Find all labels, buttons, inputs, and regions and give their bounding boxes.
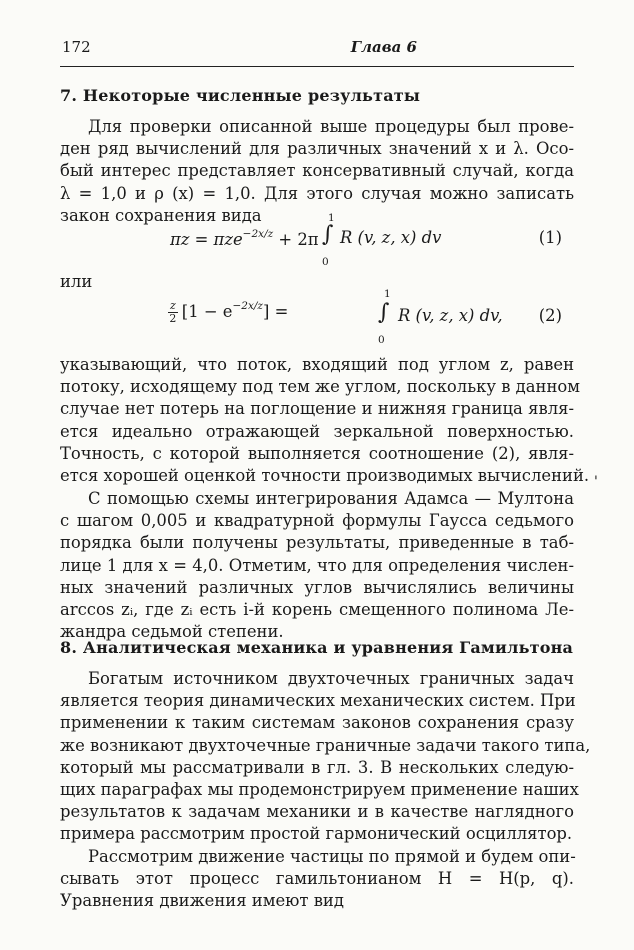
text-line: порядка были получены результаты, приведенные в таб- [60, 533, 574, 553]
text-line: применении к таким системам законов сохранения сразу [60, 713, 574, 733]
text-line: arccos zᵢ, где zᵢ есть i-й корень смещенного полинома Ле- [60, 599, 574, 619]
text-line: с шагом 0,005 и квадратурной формулы Гаусса седьмого [60, 511, 574, 531]
text-line: который мы рассматривали в гл. 3. В нескольких следую- [60, 757, 574, 777]
eq1-number: (1) [538, 228, 562, 247]
text-line: щих параграфах мы продемонстрируем применение наших [60, 779, 579, 799]
eq2-number: (2) [538, 306, 562, 325]
text-line: ных значений различных углов вычислялись величины [60, 577, 574, 597]
margin-mark: ' [594, 474, 598, 490]
eq1-rest: + 2π [278, 230, 319, 249]
text-line: Точность, с которой выполняется соотношение (2), явля- [60, 443, 574, 463]
text-line: случае нет потерь на поглощение и нижняя граница явля- [60, 399, 574, 419]
text-line: потоку, исходящему под тем же углом, поскольку в данном [60, 377, 581, 397]
eq2-integrand: R (v, z, x) dv, [398, 306, 503, 325]
text-line: Для проверки описанной выше процедуры был прове- [88, 117, 574, 136]
equation-2 [60, 288, 574, 346]
section-7-title: 7. Некоторые численные результаты [60, 86, 421, 105]
text-line: С помощью схемы интегрирования Адамса — Мултона [88, 489, 574, 508]
text-line: сывать этот процесс гамильтонианом H = H(p, q). [60, 869, 574, 889]
section-8-paragraph-2 [60, 846, 574, 913]
or-word: или [60, 272, 93, 291]
section-7-adams-paragraph [60, 488, 574, 643]
text-line: является теория динамических механических систем. При [60, 691, 576, 711]
text-line: указывающий, что поток, входящий под углом z, равен [60, 355, 574, 374]
text-line: лице 1 для x = 4,0. Отметим, что для определения числен- [60, 555, 574, 575]
eq2-lower-limit: 0 [378, 334, 385, 346]
integral-sign: ∫ [378, 300, 390, 325]
text-line: ется идеально отражающей зеркальной поверхностью. [60, 421, 574, 441]
eq2-upper-limit: 1 [384, 288, 391, 300]
header-rule [60, 66, 574, 67]
eq2-bracket: [1 − e [181, 302, 233, 321]
text-line: ден ряд вычислений для различных значений x и λ. Осо- [60, 139, 574, 159]
eq1-upper-limit: 1 [328, 212, 335, 224]
text-line: ется хорошей оценкой точности производимых вычислений. [60, 465, 590, 485]
text-line: примера рассмотрим простой гармонический осциллятор. [60, 824, 573, 844]
text-line: закон сохранения вида [60, 205, 262, 225]
eq1-lhs: πz = πze [170, 230, 243, 249]
eq2-exponent: −2x/z [232, 300, 263, 312]
text-line: бый интерес представляет консервативный случай, когда [60, 161, 574, 181]
page-header [62, 38, 572, 62]
text-line: Уравнения движения имеют вид [60, 891, 344, 911]
text-line: Рассмотрим движение частицы по прямой и будем опи- [88, 847, 576, 866]
text-line: жандра седьмой степени. [60, 622, 284, 642]
section-7-after-equations [60, 354, 590, 487]
section-7-intro [60, 116, 574, 227]
page-number: 172 [62, 38, 91, 56]
chapter-label: Глава 6 [350, 38, 417, 56]
eq2-close: ] = [262, 302, 289, 321]
text-line: Богатым источником двухточечных граничных задач [88, 669, 574, 688]
section-8-title: 8. Аналитическая механика и уравнения Гамильтона [60, 638, 574, 657]
section-8-paragraph-1 [60, 668, 591, 846]
text-line: λ = 1,0 и ρ (x) = 1,0. Для этого случая можно записать [60, 183, 574, 203]
eq1-lower-limit: 0 [322, 256, 329, 268]
text-line: же возникают двухточечные граничные задачи такого типа, [60, 735, 591, 755]
eq2-fraction: $\frac{z}{2}$ [169, 299, 177, 325]
text-line: результатов к задачам механики и в качестве наглядного [60, 802, 574, 822]
eq1-integrand: R (v, z, x) dv [340, 228, 442, 247]
eq1-exponent: −2x/z [242, 228, 274, 240]
integral-sign: ∫ [322, 222, 334, 247]
